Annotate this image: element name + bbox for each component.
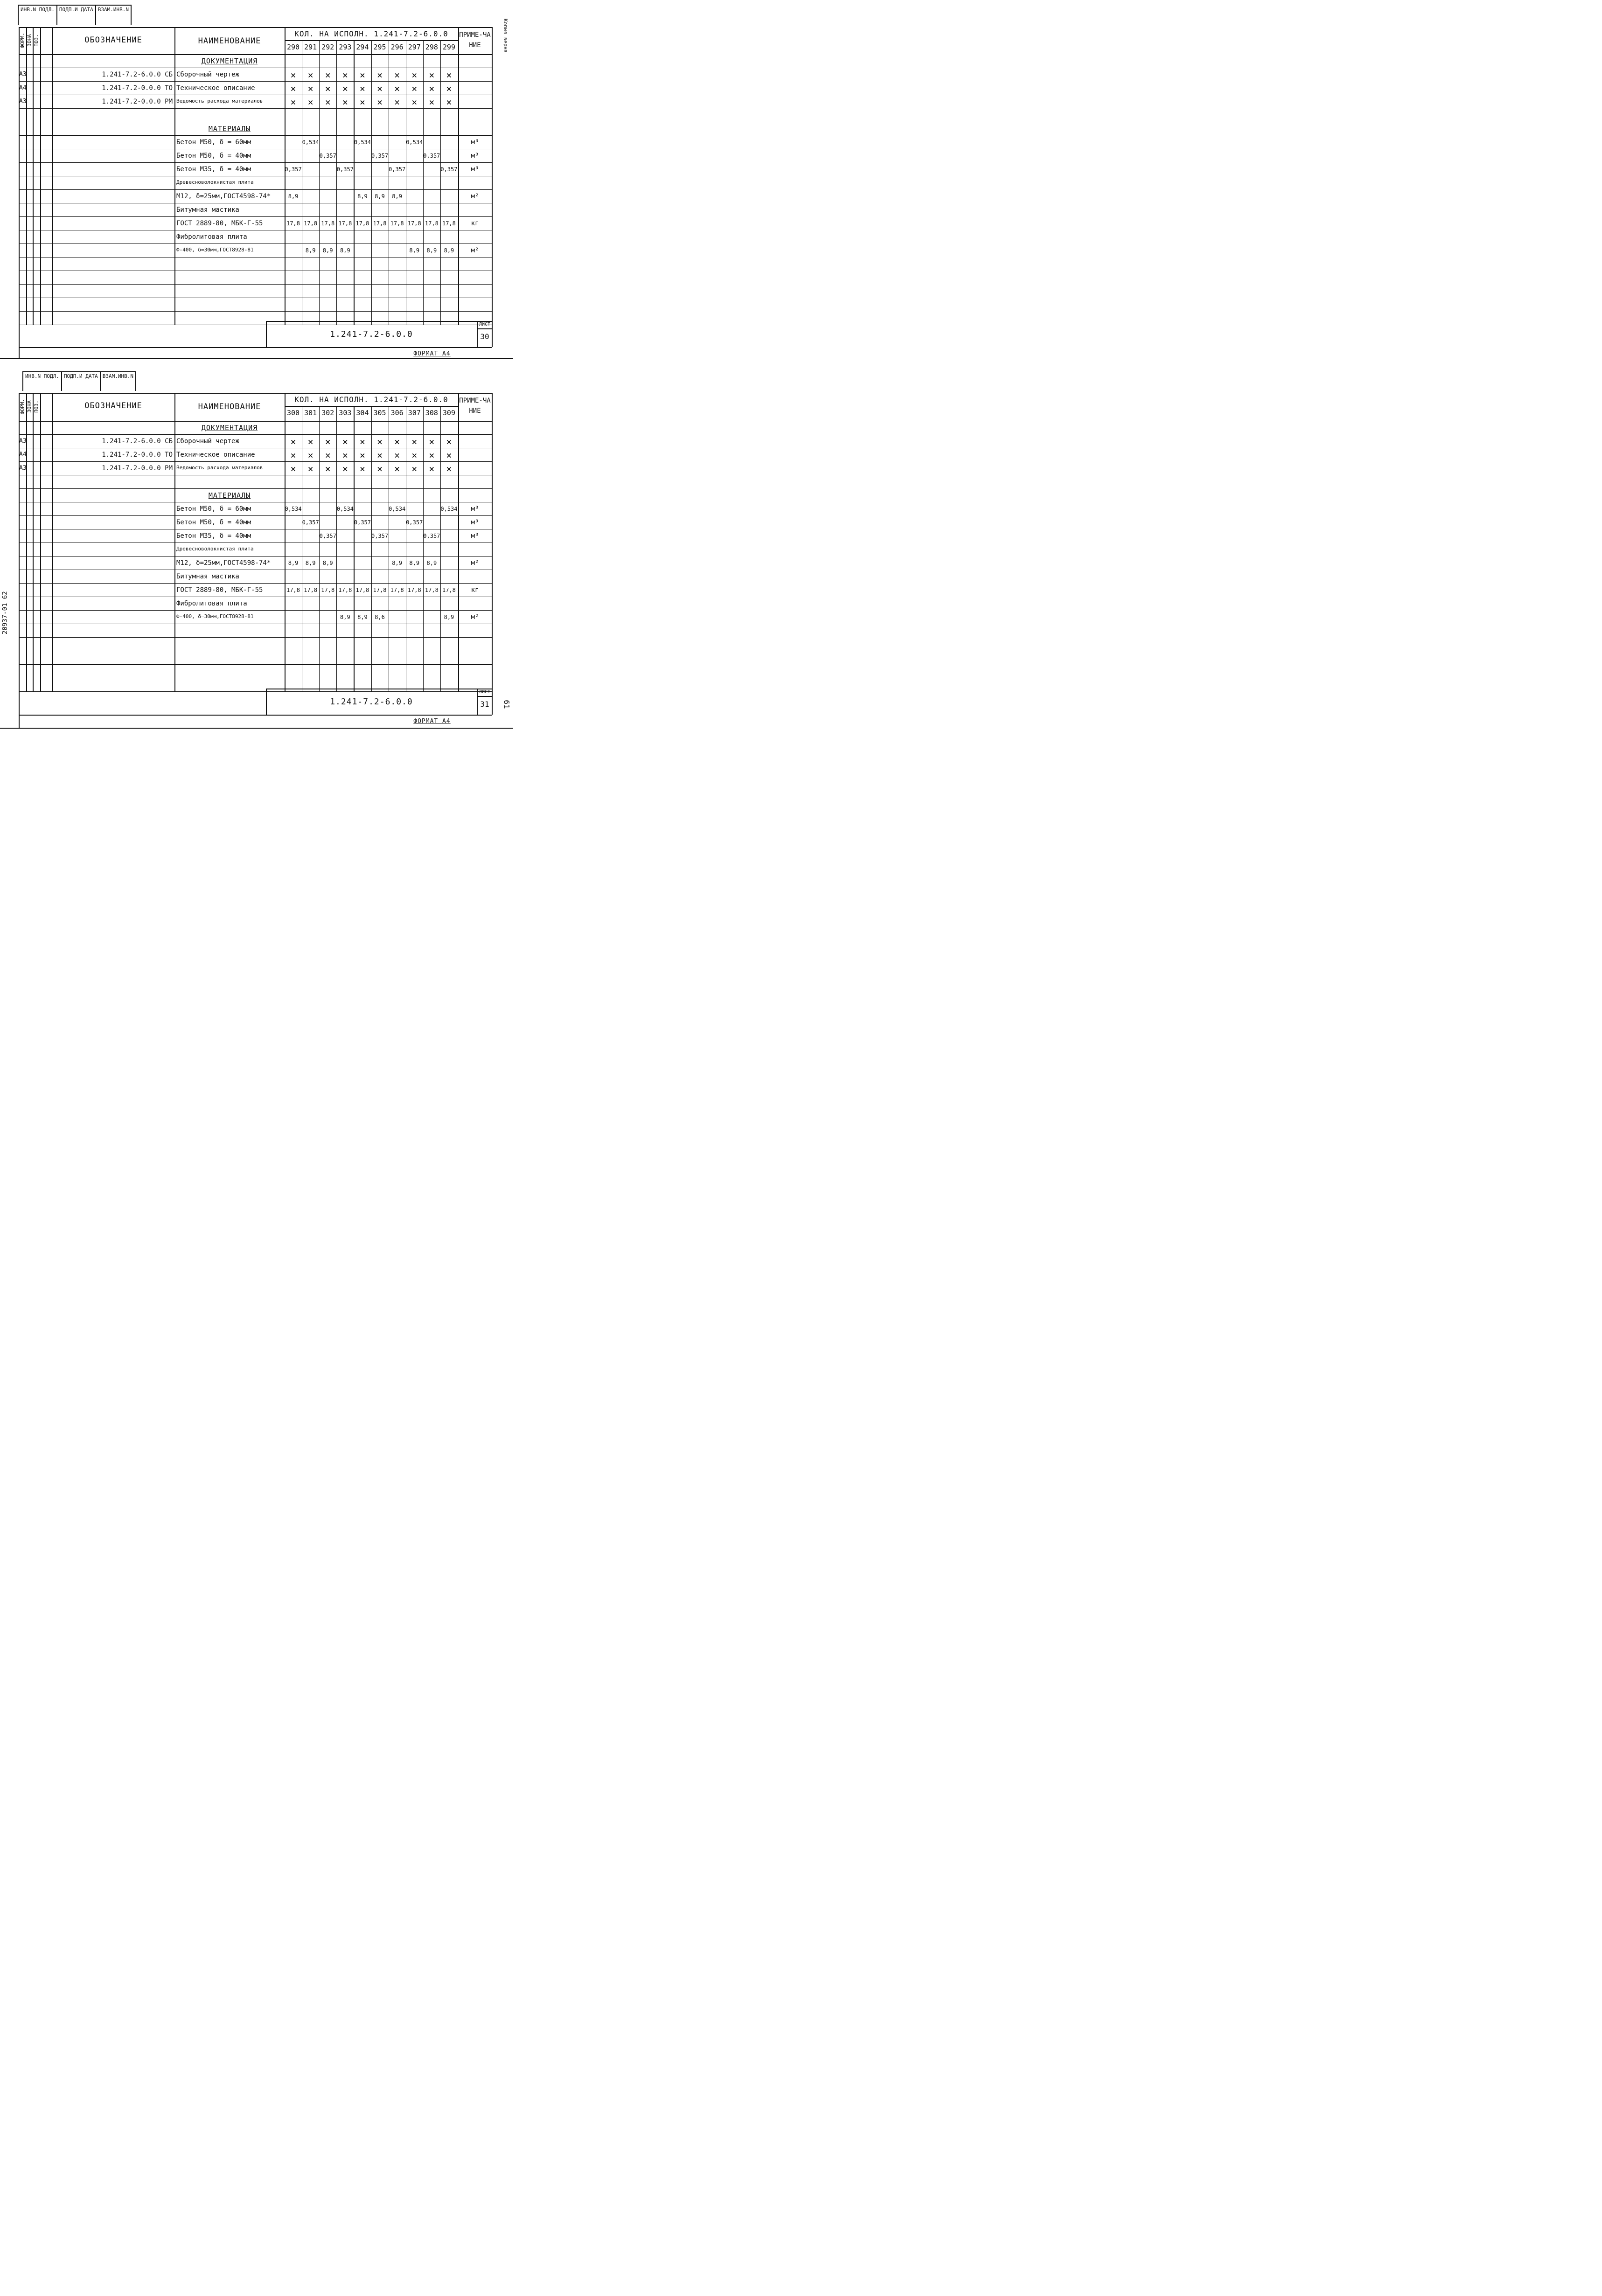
row-format: А3: [19, 71, 27, 78]
row-value: 17,8: [442, 220, 456, 227]
row-value: 8,9: [322, 247, 333, 254]
row-value: ×: [377, 463, 383, 474]
row-value: ×: [359, 70, 365, 81]
row-name: Древесноволокнистая плита: [176, 180, 254, 185]
row-value: ×: [342, 97, 348, 108]
row-value: ×: [359, 436, 365, 447]
row-value: 17,8: [355, 587, 369, 593]
row-note: м³: [471, 139, 479, 146]
variant-number: 295: [373, 43, 386, 51]
row-designation: 1.241-7.2-0.0.0 ТО: [102, 84, 173, 92]
row-value: 0,534: [389, 506, 406, 512]
sheet-label: ЛИСТ: [479, 322, 491, 327]
row-value: 17,8: [321, 587, 335, 593]
row-value: 0,357: [371, 153, 389, 159]
variant-number: 298: [425, 43, 438, 51]
row-value: ×: [290, 450, 296, 461]
col-pos-header: ПОЗ.: [33, 34, 40, 47]
row-value: 0,357: [406, 519, 423, 526]
stamp-header-cell: ПОДП.И ДАТА: [62, 372, 101, 391]
row-name: Техническое описание: [176, 452, 255, 458]
variant-number: 294: [356, 43, 369, 51]
format-label: ФОРМАТ А4: [413, 350, 451, 357]
row-value: ×: [342, 463, 348, 474]
row-note: м³: [471, 532, 479, 540]
table-rule: [19, 461, 492, 462]
row-value: ×: [411, 97, 418, 108]
row-value: ×: [290, 70, 296, 81]
row-value: 8,9: [409, 247, 420, 254]
row-name: Битумная мастика: [176, 573, 239, 580]
row-note: кг: [471, 220, 479, 227]
table-rule: [40, 393, 41, 691]
table-rule: [477, 696, 492, 697]
variant-number: 305: [373, 409, 386, 417]
variant-number: 300: [287, 409, 300, 417]
qty-header: КОЛ. НА ИСПОЛН. 1.241-7.2-6.0.0: [294, 29, 448, 38]
qty-header: КОЛ. НА ИСПОЛН. 1.241-7.2-6.0.0: [294, 395, 448, 404]
row-value: 8,9: [375, 193, 385, 200]
row-value: 8,9: [426, 247, 437, 254]
row-value: ×: [429, 83, 435, 94]
row-name: Ведомость расхода материалов: [176, 98, 263, 104]
title-block-code: 1.241-7.2-6.0.0: [330, 329, 413, 339]
row-value: ×: [325, 450, 331, 461]
section-heading: ДОКУМЕНТАЦИЯ: [201, 424, 258, 432]
col-pos-header: ПОЗ.: [33, 400, 40, 413]
stamp-header-cell: ИНВ.N ПОДЛ.: [23, 372, 62, 391]
sheet-number: 30: [480, 332, 489, 341]
sheet-label: ЛИСТ: [479, 689, 491, 695]
row-value: ×: [359, 97, 365, 108]
row-name: Бетон М35, δ = 40мм: [176, 533, 251, 539]
row-name: М12, δ=25мм,ГОСТ4598-74*: [176, 193, 271, 200]
row-value: ×: [377, 70, 383, 81]
row-name: Бетон М50, δ = 40мм: [176, 519, 251, 526]
row-value: 8,9: [357, 614, 368, 620]
row-value: 17,8: [407, 220, 421, 227]
row-value: ×: [307, 83, 313, 94]
row-value: 8,9: [305, 247, 316, 254]
table-rule: [19, 488, 492, 489]
row-name: Ф-400, δ=30мм,ГОСТ8928-81: [176, 614, 254, 619]
row-value: ×: [290, 436, 296, 447]
table-rule: [19, 393, 492, 394]
row-name: Древесноволокнистая плита: [176, 546, 254, 551]
row-value: 8,9: [444, 614, 454, 620]
row-note: м³: [471, 519, 479, 526]
row-value: ×: [429, 70, 435, 81]
row-value: ×: [325, 463, 331, 474]
row-value: ×: [307, 436, 313, 447]
variant-number: 301: [304, 409, 317, 417]
row-value: ×: [342, 450, 348, 461]
row-note: м²: [471, 193, 479, 200]
row-value: 0,357: [285, 166, 302, 173]
col-name-header: НАИМЕНОВАНИЕ: [198, 402, 261, 411]
row-value: 0,357: [389, 166, 406, 173]
stamp-header: [22, 371, 136, 391]
row-value: ×: [359, 83, 365, 94]
row-value: 0,357: [319, 533, 336, 539]
variant-number: 296: [390, 43, 404, 51]
table-rule: [19, 664, 492, 665]
row-value: ×: [446, 450, 452, 461]
row-value: 0,534: [354, 139, 371, 146]
row-name: Сборочный чертеж: [176, 438, 239, 445]
row-value: 17,8: [425, 220, 439, 227]
row-value: ×: [290, 97, 296, 108]
row-value: 8,9: [392, 560, 402, 566]
stamp-header-cell: ВЗАМ.ИНВ.N: [98, 7, 129, 13]
note-header: ПРИМЕ-ЧАНИЕ: [459, 31, 491, 49]
row-value: 17,8: [425, 587, 439, 593]
row-value: ×: [411, 436, 418, 447]
row-value: ×: [394, 463, 400, 474]
row-designation: 1.241-7.2-6.0.0 СБ: [102, 438, 173, 445]
row-format: А3: [19, 98, 27, 105]
row-designation: 1.241-7.2-0.0.0 РМ: [102, 465, 173, 472]
variant-number: 292: [321, 43, 334, 51]
row-note: м²: [471, 247, 479, 254]
row-value: ×: [307, 450, 313, 461]
variant-number: 299: [442, 43, 455, 51]
row-value: 17,8: [442, 587, 456, 593]
row-name: Бетон М50, δ = 60мм: [176, 506, 251, 512]
col-zone-header: ЗОНА: [26, 34, 33, 47]
row-value: ×: [394, 436, 400, 447]
row-value: 8,9: [444, 247, 454, 254]
row-value: 17,8: [338, 220, 352, 227]
row-designation: 1.241-7.2-0.0.0 ТО: [102, 451, 173, 459]
table-rule: [19, 556, 492, 557]
row-value: ×: [394, 450, 400, 461]
table-rule: [371, 406, 372, 691]
table-rule: [19, 691, 492, 692]
col-designation-header: ОБОЗНАЧЕНИЕ: [84, 35, 142, 45]
table-rule: [0, 728, 513, 729]
row-value: 0,357: [371, 533, 389, 539]
variant-number: 291: [304, 43, 317, 51]
row-note: кг: [471, 586, 479, 594]
row-value: ×: [342, 83, 348, 94]
row-value: 0,357: [423, 533, 440, 539]
row-value: 0,357: [336, 166, 354, 173]
row-value: 8,9: [340, 247, 350, 254]
stamp-header-cell: ВЗАМ.ИНВ.N: [102, 373, 133, 379]
row-value: ×: [429, 436, 435, 447]
row-value: ×: [446, 463, 452, 474]
row-format: А4: [19, 84, 27, 91]
row-value: ×: [307, 70, 313, 81]
row-value: ×: [411, 463, 418, 474]
row-name: ГОСТ 2889-80, МБК-Г-55: [176, 587, 263, 593]
table-rule: [423, 406, 424, 691]
row-name: Фибролитовая плита: [176, 234, 247, 240]
row-value: ×: [290, 463, 296, 474]
row-value: ×: [429, 463, 435, 474]
col-designation-header: ОБОЗНАЧЕНИЕ: [84, 401, 142, 410]
stamp-header-cell: ПОДП.И ДАТА: [57, 6, 96, 25]
table-rule: [19, 610, 492, 611]
row-value: 0,534: [406, 139, 423, 146]
row-value: ×: [325, 70, 331, 81]
col-format-header: ФОРМ.: [19, 398, 26, 415]
section-heading: МАТЕРИАЛЫ: [208, 125, 251, 133]
table-rule: [174, 393, 175, 691]
variant-number: 308: [425, 409, 438, 417]
row-value: ×: [411, 83, 418, 94]
row-format: А3: [19, 438, 27, 445]
stamp-header-cell: ИНВ.N ПОДЛ.: [19, 6, 57, 25]
row-value: 17,8: [304, 587, 318, 593]
row-value: 8,6: [375, 614, 385, 620]
row-value: 0,357: [354, 519, 371, 526]
row-name: Фибролитовая плита: [176, 600, 247, 607]
row-value: 17,8: [407, 587, 421, 593]
sheet-2: [0, 0, 513, 735]
row-value: ×: [394, 83, 400, 94]
row-value: 8,9: [340, 614, 350, 620]
table-rule: [19, 434, 492, 435]
col-format-header: ФОРМ.: [19, 32, 26, 49]
row-value: ×: [411, 70, 418, 81]
row-designation: 1.241-7.2-0.0.0 РМ: [102, 98, 173, 105]
row-value: 17,8: [390, 220, 404, 227]
section-heading: МАТЕРИАЛЫ: [208, 491, 251, 500]
table-rule: [458, 393, 459, 691]
row-value: 0,357: [440, 166, 458, 173]
table-rule: [19, 421, 492, 422]
row-value: ×: [307, 97, 313, 108]
row-value: 8,9: [288, 560, 299, 566]
table-rule: [19, 637, 492, 638]
note-header: ПРИМЕ-ЧАНИЕ: [459, 397, 491, 415]
row-note: м³: [471, 166, 479, 173]
row-value: ×: [290, 83, 296, 94]
row-value: 8,9: [357, 193, 368, 200]
row-value: ×: [359, 450, 365, 461]
table-rule: [440, 406, 441, 691]
row-value: 8,9: [426, 560, 437, 566]
row-value: 0,534: [302, 139, 319, 146]
row-name: Ведомость расхода материалов: [176, 465, 263, 470]
row-value: 0,534: [440, 506, 458, 512]
row-value: 17,8: [338, 587, 352, 593]
row-value: 17,8: [390, 587, 404, 593]
row-value: 8,9: [392, 193, 402, 200]
row-value: 17,8: [373, 220, 387, 227]
col-zone-header: ЗОНА: [26, 400, 33, 413]
row-note: м³: [471, 505, 479, 513]
row-name: Бетон М50, δ = 40мм: [176, 153, 251, 159]
row-value: ×: [342, 436, 348, 447]
row-value: ×: [359, 463, 365, 474]
section-heading: ДОКУМЕНТАЦИЯ: [201, 57, 258, 65]
row-value: 0,357: [302, 519, 319, 526]
variant-number: 304: [356, 409, 369, 417]
row-value: ×: [325, 83, 331, 94]
table-rule: [285, 406, 458, 407]
variant-number: 293: [339, 43, 352, 51]
table-rule: [319, 406, 320, 691]
row-value: 8,9: [409, 560, 420, 566]
table-rule: [19, 715, 492, 716]
row-value: 8,9: [288, 193, 299, 200]
row-format: А3: [19, 465, 27, 472]
variant-number: 309: [442, 409, 455, 417]
row-name: Сборочный чертеж: [176, 71, 239, 78]
row-designation: 1.241-7.2-6.0.0 СБ: [102, 71, 173, 78]
table-rule: [52, 393, 53, 691]
row-value: 0,534: [336, 506, 354, 512]
variant-number: 303: [339, 409, 352, 417]
margin-stamp-right-bottom: 61: [502, 700, 511, 709]
table-rule: [336, 406, 337, 691]
row-value: ×: [394, 70, 400, 81]
row-name: М12, δ=25мм,ГОСТ4598-74*: [176, 560, 271, 566]
row-value: ×: [394, 97, 400, 108]
row-name: Бетон М50, δ = 60мм: [176, 139, 251, 146]
format-label: ФОРМАТ А4: [413, 718, 451, 725]
row-value: ×: [377, 450, 383, 461]
row-value: 17,8: [286, 220, 300, 227]
variant-number: 290: [287, 43, 300, 51]
row-value: ×: [377, 436, 383, 447]
table-rule: [33, 393, 34, 691]
row-value: ×: [411, 450, 418, 461]
row-name: Техническое описание: [176, 85, 255, 91]
row-value: 0,357: [423, 153, 440, 159]
table-rule: [19, 515, 492, 516]
variant-number: 297: [408, 43, 421, 51]
row-value: 0,534: [285, 506, 302, 512]
row-value: ×: [446, 83, 452, 94]
row-value: ×: [446, 70, 452, 81]
row-note: м²: [471, 559, 479, 567]
row-value: ×: [429, 450, 435, 461]
row-value: 8,9: [322, 560, 333, 566]
row-value: 17,8: [355, 220, 369, 227]
row-value: ×: [446, 436, 452, 447]
margin-stamp-right-top: Копия верна: [502, 19, 508, 53]
row-value: 8,9: [305, 560, 316, 566]
row-value: ×: [446, 97, 452, 108]
row-value: 17,8: [304, 220, 318, 227]
variant-number: 306: [390, 409, 404, 417]
table-rule: [492, 393, 493, 715]
row-note: м²: [471, 613, 479, 621]
row-value: ×: [429, 97, 435, 108]
row-value: 0,357: [319, 153, 336, 159]
title-block-code: 1.241-7.2-6.0.0: [330, 697, 413, 707]
row-format: А4: [19, 451, 27, 458]
margin-stamp-left: 20937-01 62: [1, 591, 9, 634]
row-name: Бетон М35, δ = 40мм: [176, 166, 251, 173]
row-note: м³: [471, 152, 479, 160]
variant-number: 302: [321, 409, 334, 417]
row-value: ×: [325, 97, 331, 108]
row-name: Битумная мастика: [176, 207, 239, 213]
row-value: ×: [342, 70, 348, 81]
row-value: 17,8: [373, 587, 387, 593]
col-name-header: НАИМЕНОВАНИЕ: [198, 36, 261, 46]
row-value: 17,8: [286, 587, 300, 593]
row-name: ГОСТ 2889-80, МБК-Г-55: [176, 220, 263, 227]
row-value: 17,8: [321, 220, 335, 227]
row-value: ×: [307, 463, 313, 474]
row-value: ×: [377, 83, 383, 94]
row-value: ×: [377, 97, 383, 108]
variant-number: 307: [408, 409, 421, 417]
row-value: ×: [325, 436, 331, 447]
sheet-number: 31: [480, 700, 489, 709]
table-rule: [19, 583, 492, 584]
row-name: Ф-400, δ=30мм,ГОСТ8928-81: [176, 247, 254, 252]
